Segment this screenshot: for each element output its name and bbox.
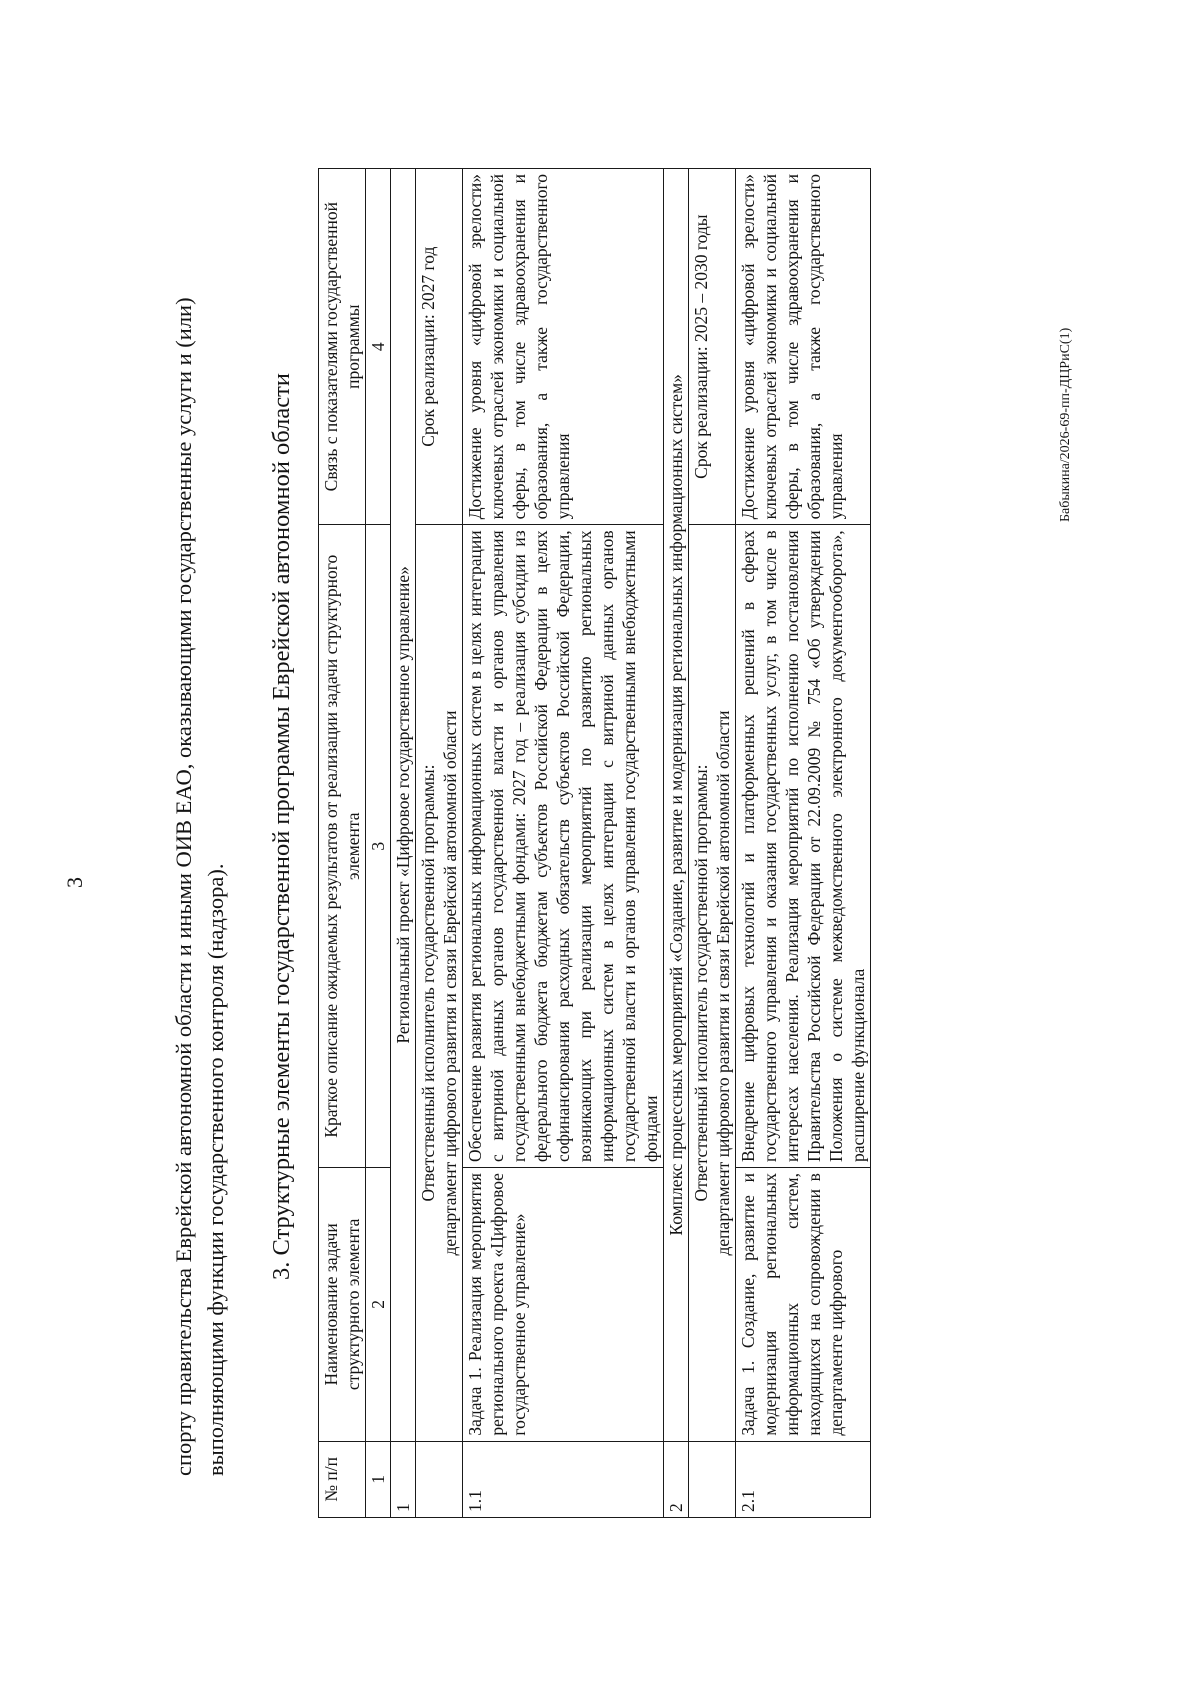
column-number: 1 bbox=[366, 1441, 391, 1517]
page-number: 3 bbox=[62, 877, 87, 888]
task-link-text: Достижение уровня «цифровой зрелости» ключевых отраслей экономики и социальной сферы, в том числе здравоохранения и образования, а также государственного управления bbox=[738, 174, 846, 520]
task-number: 1.1 bbox=[463, 1441, 664, 1517]
column-number: 2 bbox=[366, 1168, 391, 1442]
responsible-row bbox=[689, 169, 736, 1518]
term-cell: Срок реализации: 2027 год bbox=[416, 169, 463, 525]
section-name: Региональный проект «Цифровое государственное управление» bbox=[391, 169, 416, 1442]
empty-cell bbox=[689, 1441, 736, 1517]
task-number: 2.1 bbox=[736, 1441, 871, 1517]
responsible-cell bbox=[416, 525, 463, 1441]
task-link: Достижение уровня «цифровой зрелости» ключевых отраслей экономики и социальной сферы, в том числе здравоохранения и образования, а также государственного управления bbox=[463, 169, 664, 525]
task-link bbox=[736, 169, 871, 525]
section-number: 2 bbox=[664, 1441, 689, 1517]
task-row bbox=[463, 169, 664, 1518]
responsible-org: департамент цифрового развития и связи Еврейской автономной области bbox=[440, 710, 460, 1256]
intro-paragraph bbox=[168, 116, 232, 1476]
responsible-org: департамент цифрового развития и связи Еврейской автономной области bbox=[713, 710, 733, 1256]
section-title-row bbox=[391, 169, 416, 1518]
responsible-label: Ответственный исполнитель государственной программы: bbox=[691, 764, 711, 1202]
document-footer: Бабыкина/2026-69-пп-ДЦРиС(1) bbox=[1058, 327, 1073, 522]
column-number-row bbox=[366, 169, 391, 1518]
task-description bbox=[736, 525, 871, 1168]
task-row bbox=[736, 169, 871, 1518]
header-number: № п/п bbox=[319, 1441, 366, 1517]
responsible-cell bbox=[689, 525, 736, 1441]
task-name bbox=[736, 1168, 871, 1442]
intro-line: спорту правительства Еврейской автономной области и иными ОИВ ЕАО, оказывающими государственные услуги и (или) bbox=[171, 297, 196, 1476]
column-number: 3 bbox=[366, 525, 391, 1168]
section-title-row bbox=[664, 169, 689, 1518]
structural-elements-table bbox=[318, 168, 871, 1518]
header-link: Связь с показателями государственной программы bbox=[319, 169, 366, 525]
section-title: 3. Структурные элементы государственной программы Еврейской автономной области bbox=[268, 373, 295, 1280]
section-number: 1 bbox=[391, 1441, 416, 1517]
task-description: Обеспечение развития региональных информационных систем в целях интеграции с витриной данных органов государственной власти и органов управления государственными внебюджетными фондами: 2027 год – реализация субсидии из федерального бюджета бюджетам субъектов Российской Федерации в целях софинансирования расходных обязательств субъектов Российской Федерации, возникающих при реализации мероприятий по развитию региональных информационных систем в целях интеграции с витриной данных органов государственной власти и органов управления государственными внебюджетными фондами bbox=[463, 525, 664, 1168]
table-header-row bbox=[319, 169, 366, 1518]
task-description-text: Внедрение цифровых технологий и платформенных решений в сферах государственного управления и оказания государственных услуг, в том числе в интересах населения. Реализация мероприятий по исполнению постановления Правительства Российской Федерации от 22.09.2009 № 754 «Об утверждении Положения о системе межведомственного электронного документооборота», расширение функционала bbox=[738, 530, 868, 1163]
empty-cell bbox=[416, 1441, 463, 1517]
task-name-text: Задача 1. Создание, развитие и модернизация региональных информационных систем, находящихся на сопровождении в департаменте цифрового bbox=[738, 1173, 846, 1436]
header-task-name: Наименование задачи структурного элемента bbox=[319, 1168, 366, 1442]
column-number: 4 bbox=[366, 169, 391, 525]
task-name: Задача 1. Реализация мероприятия регионального проекта «Цифровое государственное управление» bbox=[463, 1168, 664, 1442]
section-name: Комплекс процессных мероприятий «Создание, развитие и модернизация региональных информационных систем» bbox=[664, 169, 689, 1442]
responsible-label: Ответственный исполнитель государственной программы: bbox=[418, 764, 438, 1202]
term-cell: Срок реализации: 2025 – 2030 годы bbox=[689, 169, 736, 525]
intro-line: выполняющими функции государственного контроля (надзора). bbox=[203, 863, 228, 1476]
responsible-row bbox=[416, 169, 463, 1518]
header-description: Краткое описание ожидаемых результатов от реализации задачи структурного элемента bbox=[319, 525, 366, 1168]
